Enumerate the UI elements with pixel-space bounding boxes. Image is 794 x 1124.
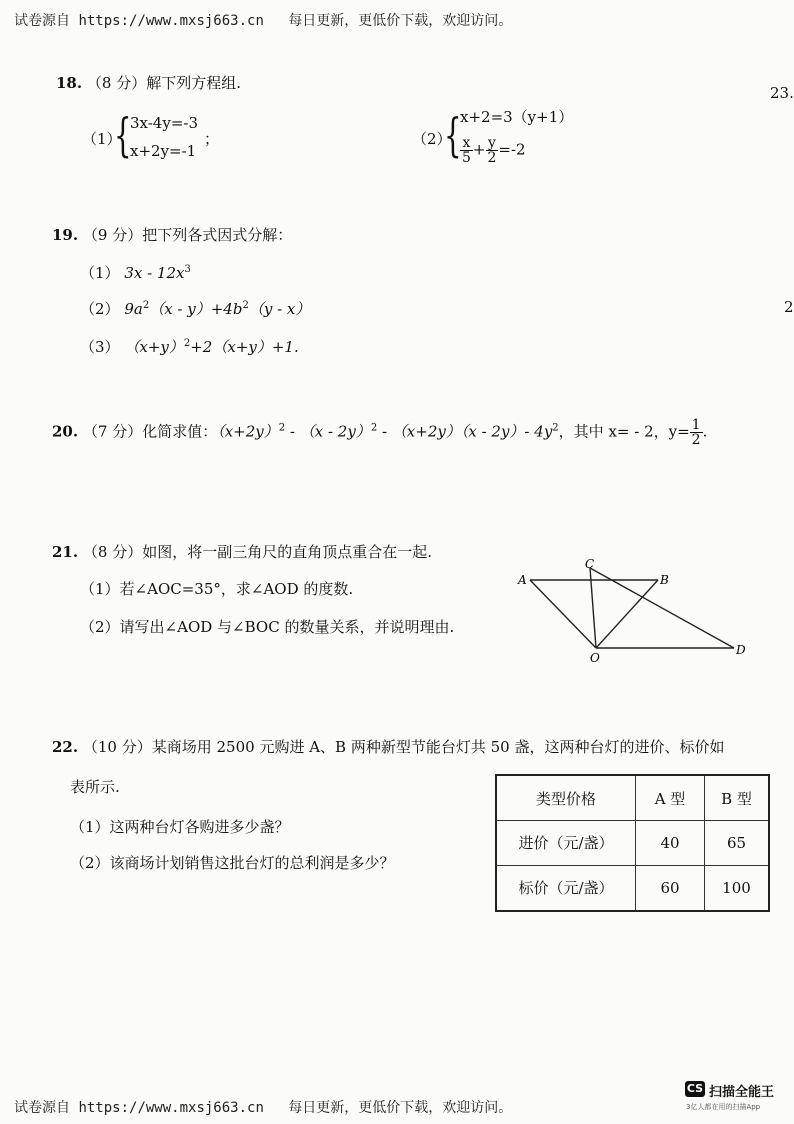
q21-instruction: 如图，将一副三角尺的直角顶点重合在一起.: [142, 543, 432, 561]
table-cell: 标价（元/盏）: [496, 865, 636, 911]
q20-exp1: 2: [278, 422, 286, 434]
q19-number: 19.: [52, 226, 79, 244]
q18-part2-label: （2）: [412, 130, 452, 148]
q18-part2-rhs: =-2: [498, 140, 526, 159]
header-watermark: [14, 10, 512, 30]
q21-part1: （1）若∠AOC=35°，求∠AOD 的度数.: [80, 580, 354, 598]
q21-label-c: C: [585, 557, 595, 571]
q22-text1: 某商场用 2500 元购进 A、B 两种新型节能台灯共 50 盏，这两种台灯的进价、标价如: [151, 738, 725, 756]
q19-instruction: 把下列各式因式分解：: [142, 226, 293, 244]
q19-title: [52, 224, 292, 245]
q18-instruction: 解下列方程组.: [146, 74, 241, 92]
q20-frac-num: 1: [691, 417, 701, 433]
q21-label-a: A: [518, 573, 527, 587]
table-row: [496, 775, 769, 821]
q19-part3-base: （x+y）: [124, 338, 184, 356]
q18-part2-plus: +: [472, 140, 486, 159]
q18-part1-eq1: 3x-4y=-3: [130, 114, 199, 132]
q18-part2-brace: {: [444, 108, 462, 162]
q21-figure: [510, 556, 760, 668]
q22-part2: （2）该商场计划销售这批台灯的总利润是多少？: [70, 854, 395, 872]
q19-part3-exp: 2: [183, 338, 191, 349]
camscanner-logo-sub: 3亿人都在用的扫描App: [686, 1103, 761, 1111]
margin-mark-mid: 2: [784, 298, 794, 316]
table-row: [496, 865, 769, 911]
q21-points: （8 分）: [82, 543, 143, 561]
q19-part2-a: 9a: [124, 300, 143, 318]
q21-segment-ob: [596, 580, 658, 648]
q20-term3: - （x+2y）（x - 2y）- 4y: [377, 422, 553, 441]
q21-number: 21.: [52, 543, 79, 561]
header-url[interactable]: https://www.mxsj663.cn: [78, 13, 264, 29]
q18-part1-tail: ；: [204, 130, 220, 148]
table-header-cell: 类型价格: [496, 775, 636, 821]
q19-part1-expr: 3x - 12x: [124, 264, 185, 282]
q20-exp2: 2: [370, 422, 378, 434]
q22-line2: 表所示.: [70, 778, 120, 796]
table-row: [496, 821, 769, 866]
q22-line1: [52, 736, 724, 757]
q18-part1-brace: {: [114, 108, 132, 162]
q21-part2: （2）请写出∠AOD 与∠BOC 的数量关系，并说明理由.: [80, 618, 455, 636]
q18-title: [56, 72, 241, 93]
table-cell: 40: [636, 821, 705, 866]
q19-part2-mid: （x - y）+4b: [149, 300, 243, 318]
q19-part2-tail: （y - x）: [248, 300, 311, 318]
q20-number: 20.: [52, 422, 79, 441]
q19-part1-exp: 3: [184, 264, 191, 275]
camscanner-logo-icon: CS: [686, 1082, 704, 1095]
q18-part2-frac1-den: 5: [462, 150, 471, 166]
q20-instruction: 化简求值：: [142, 422, 218, 441]
q21-label-b: B: [660, 573, 669, 587]
q19-part1: [80, 262, 191, 283]
q21-title: [52, 541, 432, 562]
q20-frac: [690, 418, 703, 447]
q18-part2-eq2: [460, 136, 526, 165]
q18-part2-frac2-num: y: [486, 136, 499, 151]
q21-label-o: O: [590, 651, 600, 665]
q22-points: （10 分）: [82, 738, 152, 756]
footer-tagline: 每日更新，更低价下载，欢迎访问。: [288, 1100, 513, 1116]
q20-line: [52, 418, 707, 447]
q22-part1: （1）这两种台灯各购进多少盏？: [70, 818, 290, 836]
q21-segment-ao: [530, 580, 596, 648]
q20-frac-den: 2: [691, 432, 701, 448]
q19-part2-b-exp: 2: [242, 300, 249, 311]
q22-number: 22.: [52, 738, 79, 756]
table-cell: 60: [636, 865, 705, 911]
margin-mark-top: 23.: [770, 84, 794, 102]
q19-part2-label: （2）: [80, 300, 120, 318]
footer-source-label: 试卷源自: [14, 1100, 70, 1116]
q19-points: （9 分）: [82, 226, 143, 244]
q20-condition: ，其中 x= - 2，y=: [558, 422, 690, 441]
q21-label-d: D: [736, 643, 746, 657]
camscanner-logo-text: 扫描全能王: [709, 1085, 775, 1100]
q22-price-table: [495, 774, 770, 912]
table-header-cell: A 型: [636, 775, 705, 821]
q18-number: 18.: [56, 74, 83, 92]
footer-watermark: [14, 1097, 512, 1117]
table-cell: 65: [705, 821, 770, 866]
q18-part2-frac1: [460, 136, 473, 165]
q19-part3-tail: +2（x+y）+1.: [190, 338, 299, 356]
q19-part2: [80, 298, 310, 319]
q20-exp3: 2: [552, 422, 559, 434]
q19-part1-label: （1）: [80, 264, 120, 282]
q18-points: （8 分）: [86, 74, 147, 92]
q18-part2-frac2: [486, 136, 499, 165]
q20-end: .: [702, 422, 708, 441]
q19-part3-label: （3）: [80, 338, 120, 356]
q20-term1: （x+2y）: [217, 422, 279, 441]
q18-part2-eq1: x+2=3（y+1）: [460, 108, 574, 126]
q20-points: （7 分）: [82, 422, 143, 441]
q18-part1-label: （1）: [82, 130, 122, 148]
header-source-label: 试卷源自: [14, 13, 70, 29]
table-header-cell: B 型: [705, 775, 770, 821]
q18-part2-frac2-den: 2: [487, 150, 497, 166]
q18-part2-frac1-num: x: [460, 136, 473, 151]
table-cell: 进价（元/盏）: [496, 821, 636, 866]
q19-part2-a-exp: 2: [142, 300, 150, 311]
table-cell: 100: [705, 865, 770, 911]
q18-part1-eq2: x+2y=-1: [130, 142, 197, 160]
q19-part3: [80, 336, 299, 357]
footer-url[interactable]: https://www.mxsj663.cn: [78, 1100, 264, 1116]
q20-term2: - （x - 2y）: [285, 422, 371, 441]
header-tagline: 每日更新，更低价下载，欢迎访问。: [288, 13, 513, 29]
